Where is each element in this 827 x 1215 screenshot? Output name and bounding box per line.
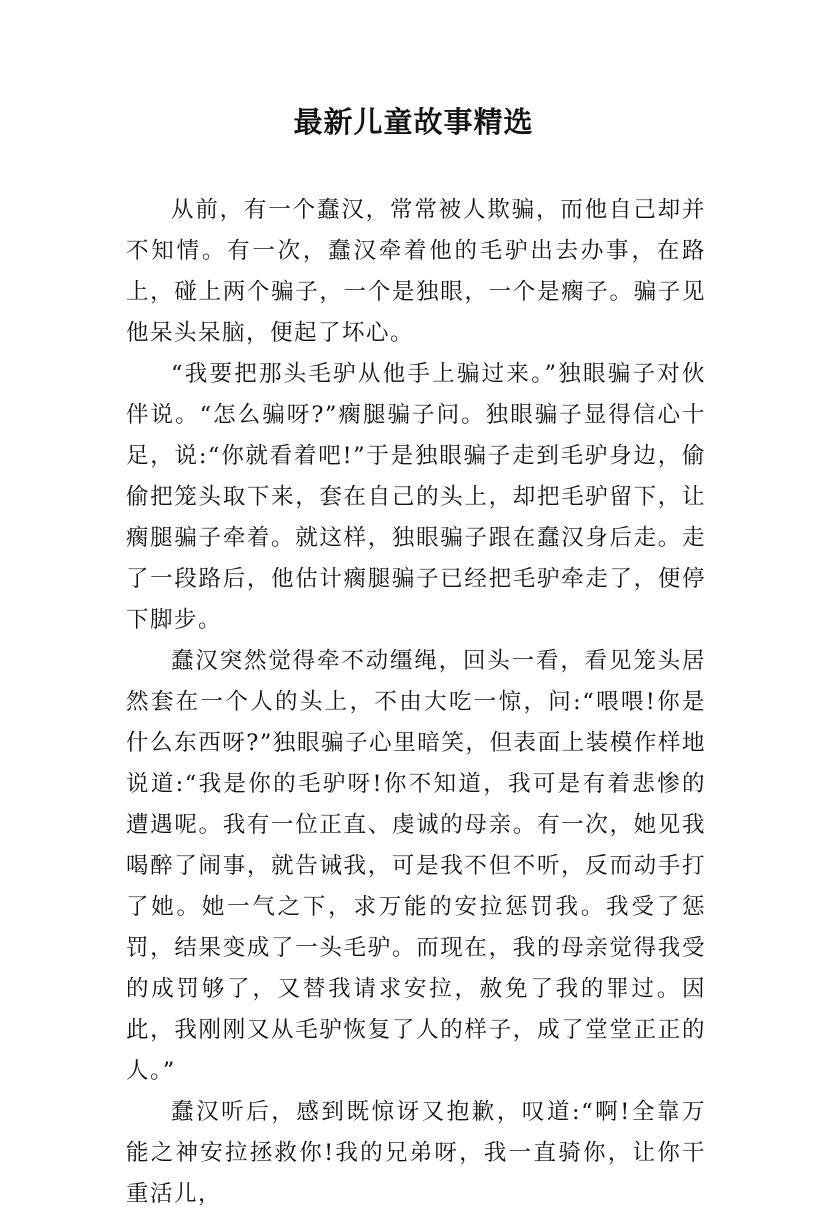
story-paragraph-2: “我要把那头毛驴从他手上骗过来。”独眼骗子对伙伴说。“怎么骗呀?”瘸腿骗子问。独眼骗子显得信心十足，说:“你就看着吧!”于是独眼骗子走到毛驴身边，偷偷把笼头取下来，套在自己的头上，却把毛驴留下，让瘸腿骗子牵着。就这样，独眼骗子跟在蠢汉身后走。走了一段路后，他估计瘸腿骗子已经把毛驴牵走了，便停下脚步。 xyxy=(126,361,706,633)
story-body xyxy=(126,190,706,1215)
story-paragraph-1: 从前，有一个蠢汉，常常被人欺骗，而他自己却并不知情。有一次，蠢汉牵着他的毛驴出去办事，在路上，碰上两个骗子，一个是独眼，一个是瘸子。骗子见他呆头呆脑，便起了坏心。 xyxy=(126,197,706,346)
story-paragraph-3: 蠢汉突然觉得牵不动缰绳，回头一看，看见笼头居然套在一个人的头上，不由大吃一惊，问:“喂喂!你是什么东西呀?”独眼骗子心里暗笑，但表面上装模作样地说道:“我是你的毛驴呀!你不知道，我可是有着悲惨的遭遇呢。我有一位正直、虔诚的母亲。有一次，她见我喝醉了闹事，就告诫我，可是我不但不听，反而动手打了她。她一气之下，求万能的安拉惩罚我。我受了惩罚，结果变成了一头毛驴。而现在，我的母亲觉得我受的成罚够了，又替我请求安拉，赦免了我的罪过。因此，我刚刚又从毛驴恢复了人的样子，成了堂堂正正的人。” xyxy=(126,648,706,1084)
story-paragraph-4: 蠢汉听后，感到既惊讶又抱歉，叹道:“啊!全靠万能之神安拉拯救你!我的兄弟呀，我一直骑你，让你干重活儿， xyxy=(126,1099,706,1207)
document-title: 最新儿童故事精选 xyxy=(293,105,534,139)
